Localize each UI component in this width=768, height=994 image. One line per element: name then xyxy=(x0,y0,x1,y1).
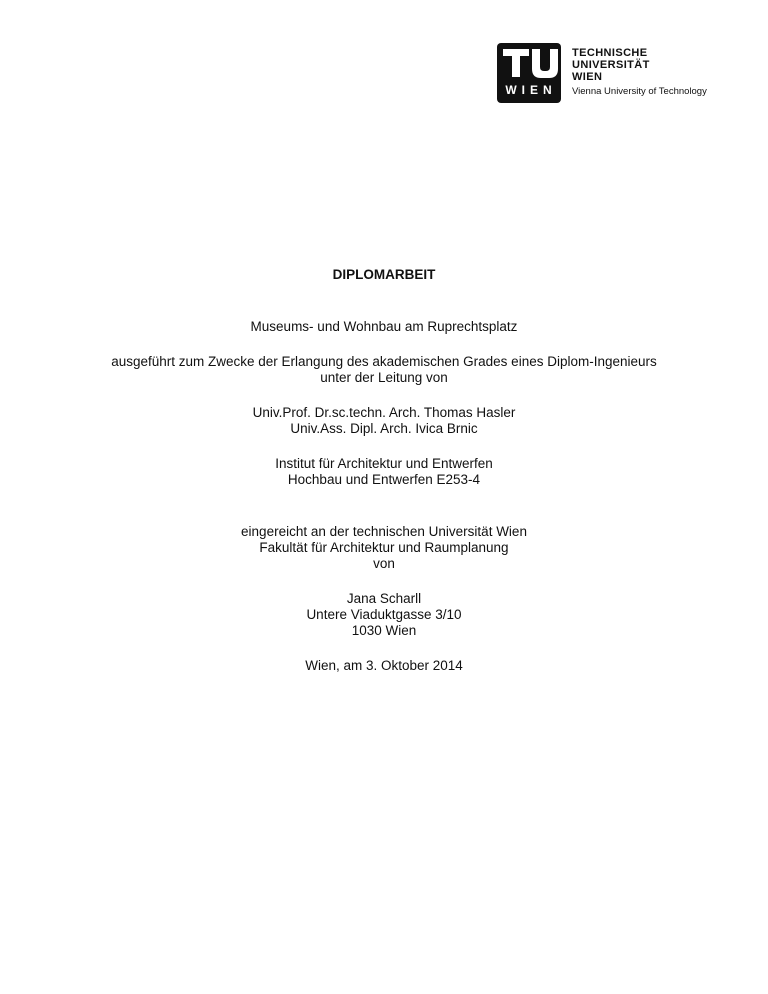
thesis-title: Museums- und Wohnbau am Ruprechtsplatz xyxy=(250,319,518,334)
logo-wien-text: WIEN xyxy=(505,83,557,97)
institute-line-1: Institut für Architektur und Entwerfen xyxy=(275,456,493,471)
tu-wien-logo-mark xyxy=(497,43,561,103)
submitted-line-3: von xyxy=(373,556,395,571)
logo-line-technische: TECHNISCHE xyxy=(572,47,648,59)
supervisor-1: Univ.Prof. Dr.sc.techn. Arch. Thomas Hasler xyxy=(252,405,516,420)
date-line: Wien, am 3. Oktober 2014 xyxy=(305,658,463,673)
logo-line-english: Vienna University of Technology xyxy=(572,86,707,97)
institute-line-2: Hochbau und Entwerfen E253-4 xyxy=(287,472,481,487)
supervisor-2: Univ.Ass. Dipl. Arch. Ivica Brnic xyxy=(290,421,478,436)
purpose-line-2: unter der Leitung von xyxy=(320,370,448,385)
document-type-title: DIPLOMARBEIT xyxy=(332,267,436,282)
submitted-line-2: Fakultät für Architektur und Raumplanung xyxy=(259,540,509,555)
logo-wordmark xyxy=(572,47,707,98)
submitted-line-1: eingereicht an der technischen Universität Wien xyxy=(241,524,527,539)
logo-line-wien: WIEN xyxy=(572,71,603,83)
purpose-line-1: ausgeführt zum Zwecke der Erlangung des akademischen Grades eines Diplom-Ingenieurs xyxy=(111,354,657,369)
author-city: 1030 Wien xyxy=(351,623,417,638)
logo-line-universitaet: UNIVERSITÄT xyxy=(572,59,650,71)
tu-wien-logo xyxy=(497,43,727,103)
author-name: Jana Scharll xyxy=(346,591,422,606)
author-street: Untere Viaduktgasse 3/10 xyxy=(306,607,462,622)
